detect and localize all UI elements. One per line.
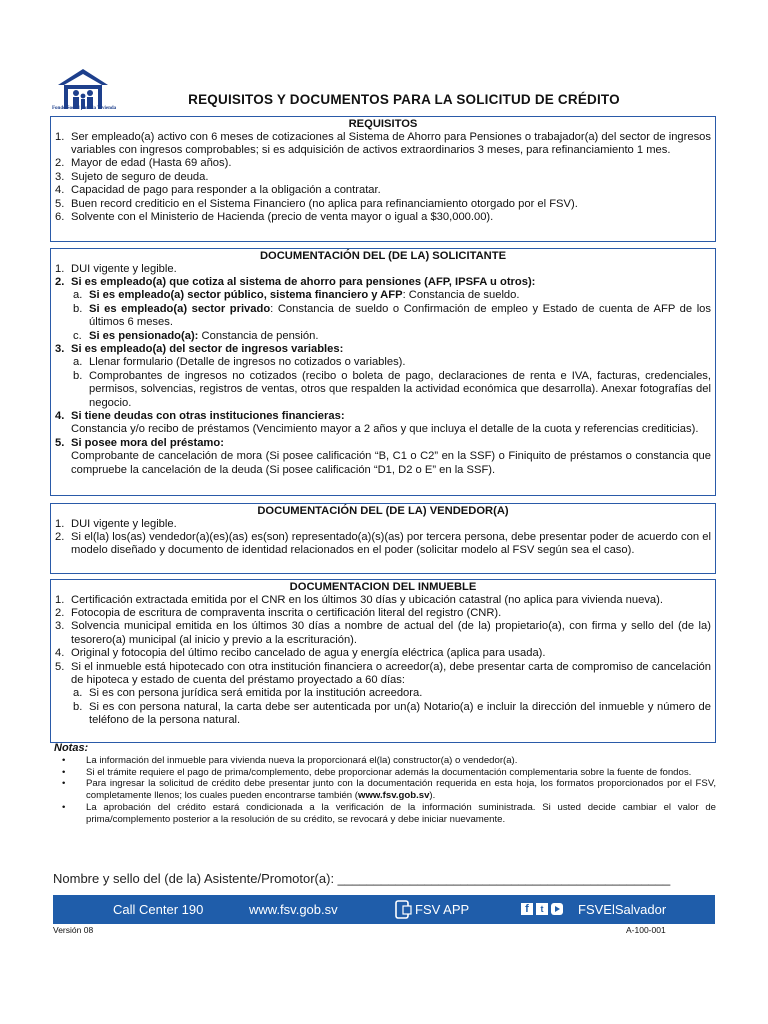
page-title: REQUISITOS Y DOCUMENTOS PARA LA SOLICITUD DE CRÉDITO bbox=[188, 92, 620, 107]
list-item: 2. Si es empleado(a) que cotiza al sistema de ahorro para pensiones (AFP, IPSFA u otros): bbox=[55, 275, 536, 288]
list-item: 2. Mayor de edad (Hasta 69 años). bbox=[55, 157, 232, 170]
requisitos-section bbox=[50, 116, 716, 242]
signature-line: Nombre y sello del (de la) Asistente/Promotor(a): ______________________________________________ bbox=[53, 871, 671, 886]
list-item: 1. Certificación extractada emitida por el CNR en los últimos 30 días y ubicación catastral (no aplica para vivienda nueva). bbox=[55, 593, 663, 606]
list-item: 3. Sujeto de seguro de deuda. bbox=[55, 170, 209, 183]
footer-bar bbox=[53, 895, 715, 924]
vendedor-title: DOCUMENTACIÓN DEL (DE LA) VENDEDOR(A) bbox=[257, 505, 509, 517]
social-handle-text: FSVElSalvador bbox=[578, 902, 667, 917]
list-item: 2. Fotocopia de escritura de compraventa inscrita o certificación literal del registro (CNR). bbox=[55, 606, 502, 619]
note-item: • La aprobación del crédito estará condicionada a la verificación de la información suministrada. Si usted decide cambiar el valor de prima/complemento posterior a la resolución de su crédito, se revocará y debe iniciar nuevamente. bbox=[62, 801, 716, 825]
vendedor-section bbox=[50, 503, 716, 574]
version-text: Versión 08 bbox=[53, 925, 94, 935]
list-item-detail: Comprobante de cancelación de mora (Si posee calificación “B, C1 o C2” en la SSF) o Finiquito de préstamos o constancia que compruebe la cancelación de la deuda (Si posee calificación “D1, D2 o E” en la SSF). bbox=[71, 450, 711, 476]
logo-caption: Fondo Social para la Vivienda bbox=[52, 106, 117, 111]
note-item: • Para ingresar la solicitud de crédito debe presentar junto con la documentación requerida en esta hoja, los formatos proporcionados por el FSV, completamente llenos; los cuales pueden encontrarse también (www.fsv.gob.sv). bbox=[62, 778, 716, 802]
list-item: 6. Solvente con el Ministerio de Hacienda (precio de venta mayor o igual a $30,000.00). bbox=[55, 210, 494, 223]
list-item: 4. Capacidad de pago para responder a la obligación a contratar. bbox=[55, 184, 381, 197]
requisitos-title: REQUISITOS bbox=[348, 118, 418, 130]
list-item: 3. Si es empleado(a) del sector de ingresos variables: bbox=[55, 342, 344, 355]
phone-icon bbox=[394, 900, 412, 919]
list-item: 4. Si tiene deudas con otras instituciones financieras: bbox=[55, 409, 345, 422]
notes-section bbox=[52, 743, 716, 826]
list-item: 1. DUI vigente y legible. bbox=[55, 262, 177, 275]
sub-item: b. Si es empleado(a) sector privado: Constancia de sueldo o Confirmación de empleo y Estado de cuenta de AFP de los últimos 6 meses. bbox=[73, 302, 711, 329]
app-text: FSV APP bbox=[415, 902, 470, 917]
note-item: • Si el trámite requiere el pago de prima/complemento, debe proporcionar además la documentación complementaria sobre la fuente de fondos. bbox=[62, 766, 692, 778]
list-item-detail: Constancia y/o recibo de préstamos (Vencimiento mayor a 2 años y que incluya el detalle de la cuota y referencias crediticias). bbox=[71, 423, 699, 436]
list-item: 5. Si el inmueble está hipotecado con otra institución financiera o acreedor(a), debe presentar carta de compromiso de cancelación de hipoteca y estado de cuenta del préstamo proyectado a 60 días: bbox=[55, 660, 711, 686]
sub-item: b. Si es con persona natural, la carta debe ser autenticada por un(a) Notario(a) e incluir la dirección del inmueble y número de teléfono de la persona natural. bbox=[73, 700, 711, 727]
list-item: 4. Original y fotocopia del último recibo cancelado de agua y energía eléctrica (aplica para usada). bbox=[55, 647, 546, 660]
solicitante-title: DOCUMENTACIÓN DEL (DE LA) SOLICITANTE bbox=[259, 250, 507, 262]
list-item: 1. Ser empleado(a) activo con 6 meses de cotizaciones al Sistema de Ahorro para Pensiones o trabajador(a) del sector de ingresos variables con ingresos comprobables; si es adquisición de activos extraordinarios 3 meses, para refinanciamiento 1 mes. bbox=[55, 130, 711, 156]
list-item: 5. Buen record crediticio en el Sistema Financiero (no aplica para refinanciamiento otorgado por el FSV). bbox=[55, 197, 578, 210]
list-item: 2. Si el(la) los(as) vendedor(a)(es)(as) es(son) representado(a)(s)(as) por tercera persona, debe presentar poder de acuerdo con el modelo diseñado y documento de identidad relacionados en el poder (solicitar modelo al FSV según sea el caso). bbox=[55, 530, 711, 557]
twitter-icon: t bbox=[536, 903, 548, 915]
sub-item: b. Comprobantes de ingresos no cotizados (recibo o boleta de pago, declaraciones de renta e IVA, facturas, credenciales, permisos, solvencias, registros de ventas, otros que respalden la actividad económica que desarrolla). Anexar fotografías del negocio. bbox=[73, 369, 711, 409]
list-item: 3. Solvencia municipal emitida en los últimos 30 días a nombre de actual del (de la) propietario(a), con firma y sello del (de la) tesorero(a) municipal (al inicio y previo a la escrituración). bbox=[55, 620, 711, 646]
inmueble-title: DOCUMENTACION DEL INMUEBLE bbox=[289, 581, 477, 593]
list-item: 5. Si posee mora del préstamo: bbox=[55, 436, 224, 449]
sub-item: c. Si es pensionado(a): Constancia de pensión. bbox=[73, 329, 319, 342]
sub-item: a. Si es empleado(a) sector público, sistema financiero y AFP: Constancia de sueldo. bbox=[73, 289, 520, 302]
notes-title: Notas: bbox=[54, 742, 89, 754]
website-text: www.fsv.gob.sv bbox=[249, 902, 338, 917]
call-center-text: Call Center 190 bbox=[113, 902, 204, 917]
note-item: • La información del inmueble para vivienda nueva la proporcionará el(la) constructor(a) o vendedor(a). bbox=[62, 754, 518, 766]
form-code: A-100-001 bbox=[626, 925, 666, 935]
youtube-icon bbox=[551, 903, 563, 915]
facebook-icon: f bbox=[521, 903, 533, 915]
inmueble-section bbox=[50, 579, 716, 743]
website-link[interactable]: www.fsv.gob.sv bbox=[357, 790, 430, 802]
solicitante-section bbox=[50, 248, 716, 496]
sub-item: a. Llenar formulario (Detalle de ingresos no cotizados o variables). bbox=[73, 356, 406, 369]
sub-item: a. Si es con persona jurídica será emitida por la institución acreedora. bbox=[73, 687, 423, 700]
list-item: 1. DUI vigente y legible. bbox=[55, 517, 177, 530]
